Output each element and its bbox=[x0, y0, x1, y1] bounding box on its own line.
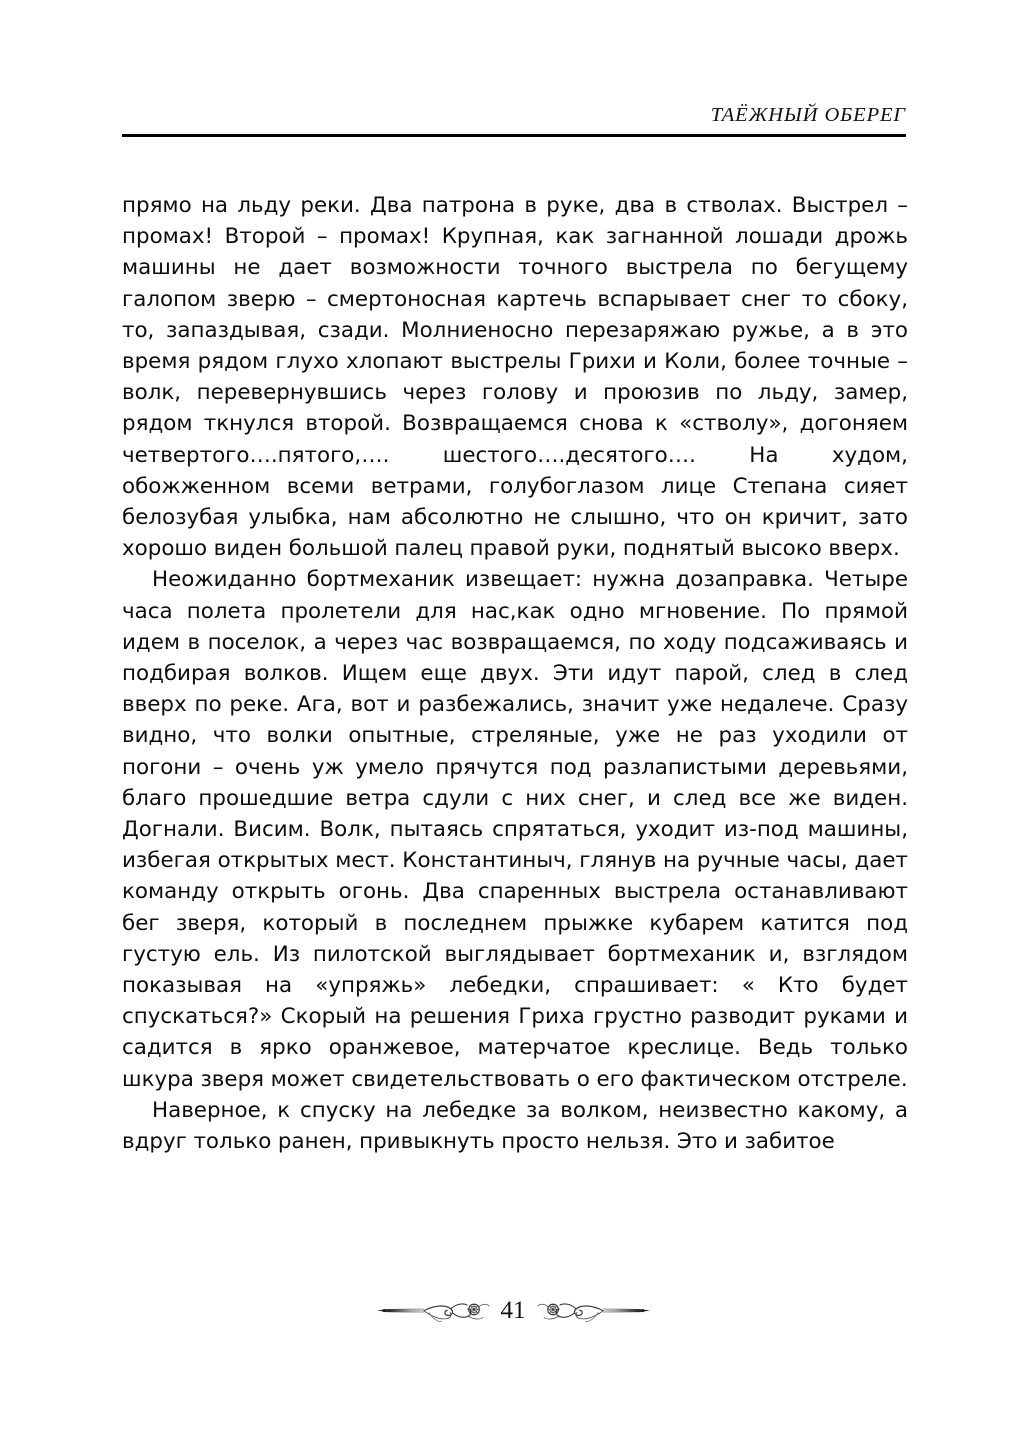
page-header bbox=[122, 104, 906, 137]
header-rule bbox=[122, 134, 906, 137]
paragraph: Неожиданно бортмеханик извещает: нужна дозаправка. Четыре часа полета пролетели для нас,как одно мгновение. По прямой идем в поселок, а через час возвращаемся, по ходу подсаживаясь и подбирая волков. Ищем еще двух. Эти идут парой, след в след вверх по реке. Ага, вот и разбежались, значит уже недалече. Сразу видно, что волки опытные, стреляные, уже не раз уходили от погони – очень уж умело прячутся под разлапистыми деревьями, благо прошедшие ветра сдули с них снег, и след все же виден. Догнали. Висим. Волк, пытаясь спрятаться, уходит из-под машины, избегая открытых мест. Константиныч, глянув на ручные часы, дает команду открыть огонь. Два спаренных выстрела останавливают бег зверя, который в последнем прыжке кубарем катится под густую ель. Из пилотской выглядывает бортмеханик и, взглядом показывая на «упряжь» лебедки, спрашивает: « Кто будет спускаться?» Скорый на решения Гриха грустно разводит руками и садится в ярко оранжевое, матерчатое креслице. Ведь только шкура зверя может свидетельствовать о его фактическом отстреле. bbox=[122, 567, 908, 1092]
page-number: 41 bbox=[500, 1296, 526, 1324]
page-footer bbox=[0, 1296, 1026, 1326]
running-head-title: ТАЁЖНЫЙ ОБЕРЕГ bbox=[710, 104, 906, 126]
paragraph: прямо на льду реки. Два патрона в руке, два в стволах. Выстрел – промах! Второй – промах! Крупная, как загнанной лошади дрожь машины не дает возможности точного выстрела по бегущему галопом зверю – смертоносная картечь вспарывает снег то сбоку, то, запаздывая, сзади. Молниеносно перезаряжаю ружье, а в это время рядом глухо хлопают выстрелы Грихи и Коли, более точные – волк, перевернувшись через голову и проюзив по льду, замер, рядом ткнулся второй. Возвращаемся снова к «стволу», догоняем четвертого….пятого,…. шестого….десятого…. На худом, обожженном всеми ветрами, голубоглазом лице Степана сияет белозубая улыбка, нам абсолютно не слышно, что он кричит, зато хорошо виден большой палец правой руки, поднятый высоко вверх. bbox=[122, 193, 908, 562]
paragraph: Наверное, к спуску на лебедке за волком, неизвестно какому, а вдруг только ранен, привыкнуть просто нельзя. Это и забитое bbox=[122, 1097, 908, 1155]
floral-flourish-ornament-left bbox=[376, 1296, 492, 1326]
body-text-block bbox=[122, 190, 908, 1157]
floral-flourish-ornament-right bbox=[535, 1296, 651, 1326]
